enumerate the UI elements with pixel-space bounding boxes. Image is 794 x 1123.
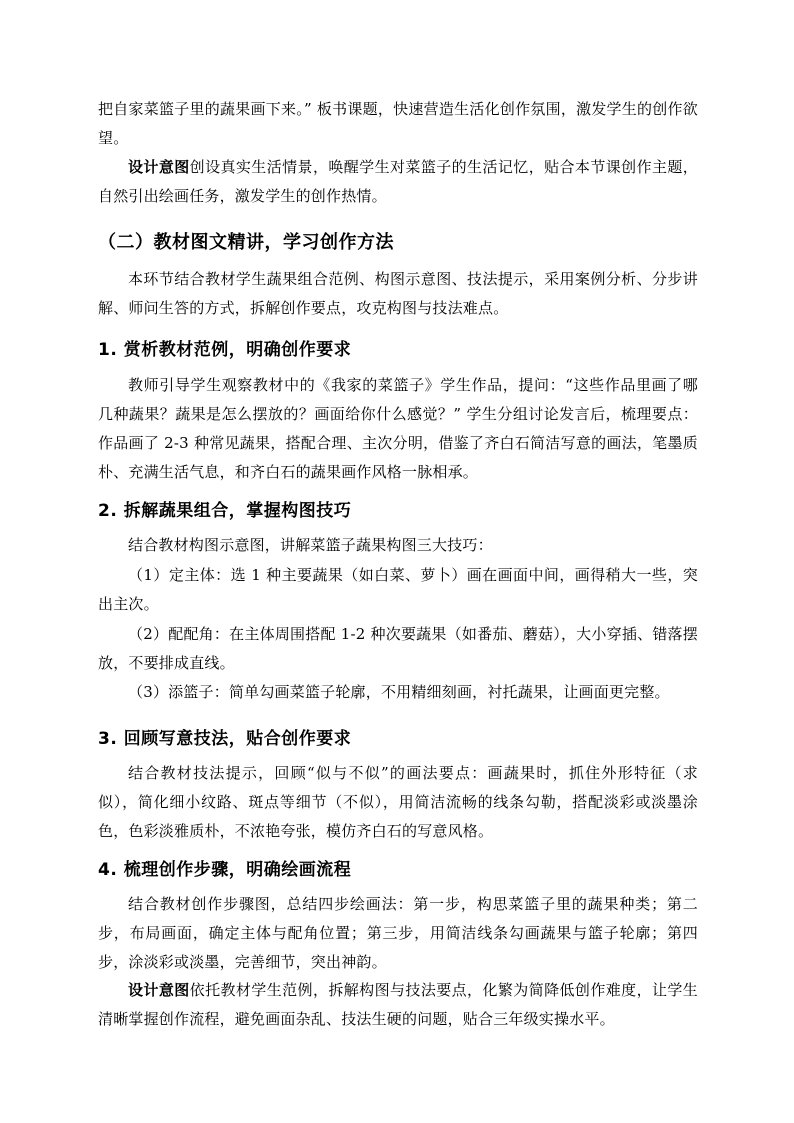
- intro-paragraph: [98, 95, 698, 153]
- intro-paragraph-text: 把自家菜篮子里的蔬果画下来。” 板书课题，快速营造生活化创作氛围，激发学生的创作欲望。: [98, 100, 698, 147]
- sub-2-item-3: （3）添篮子：简单勾画菜篮子轮廓，不用精细刻画，衬托蔬果，让画面更完整。: [128, 683, 670, 701]
- sub-1-text: 教师引导学生观察教材中的《我家的菜篮子》学生作品，提问：“这些作品里画了哪几种蔬果？蔬果是怎么摆放的？画面给你什么感觉？” 学生分组讨论发言后，梳理要点：作品画了 2-3 种常见蔬果，搭配合理、主次分明，借鉴了齐白石简洁写意的画法，笔墨质朴、充满生活气息，和齐白石的蔬果画作风格一脉相承。: [98, 376, 698, 481]
- sub-2-intro: 结合教材构图示意图，讲解菜篮子蔬果构图三大技巧：: [128, 536, 493, 554]
- sub-1-heading: 1. 赏析教材范例，明确创作要求: [98, 340, 352, 360]
- sub-2-item-1: （1）定主体：选 1 种主要蔬果（如白菜、萝卜）画在画面中间，画得稍大一些，突出主次。: [98, 566, 698, 613]
- design-intent-text: 依托教材学生范例，拆解构图与技法要点，化繁为简降低创作难度，让学生清晰掌握创作流程，避免画面杂乱、技法生硬的问题，贴合三年级实操水平。: [98, 981, 698, 1028]
- sub-4-text: 结合教材创作步骤图，总结四步绘画法：第一步，构思菜篮子里的蔬果种类；第二步，布局画面，确定主体与配角位置；第三步，用简洁线条勾画蔬果与篮子轮廓；第四步，涂淡彩或淡墨，完善细节，突出神韵。: [98, 895, 698, 971]
- sub-3-text: 结合教材技法提示，回顾“似与不似”的画法要点：画蔬果时，抓住外形特征（求似），简化细小纹路、斑点等细节（不似），用简洁流畅的线条勾勒，搭配淡彩或淡墨涂色，色彩淡雅质朴，不浓艳夸张，模仿齐白石的写意风格。: [98, 764, 698, 840]
- section-2-intro: 本环节结合教材学生蔬果组合范例、构图示意图、技法提示，采用案例分析、分步讲解、师问生答的方式，拆解创作要点，攻克构图与技法难点。: [98, 270, 698, 317]
- sub-3-heading: 3. 回顾写意技法，贴合创作要求: [98, 729, 352, 749]
- sub-4-design-intent: [98, 976, 698, 1034]
- intro-design-intent: [98, 153, 698, 211]
- sub-4-heading: 4. 梳理创作步骤，明确绘画流程: [98, 860, 352, 880]
- section-2-heading: （二）教材图文精讲，学习创作方法: [98, 232, 394, 253]
- design-intent-text: 创设真实生活情景，唤醒学生对菜篮子的生活记忆，贴合本节课创作主题，自然引出绘画任务，激发学生的创作热情。: [98, 158, 698, 205]
- design-intent-label: 设计意图: [128, 158, 190, 176]
- sub-2-heading: 2. 拆解蔬果组合，掌握构图技巧: [98, 501, 352, 521]
- design-intent-label: 设计意图: [128, 981, 190, 999]
- sub-2-item-2: （2）配配角：在主体周围搭配 1-2 种次要蔬果（如番茄、蘑菇），大小穿插、错落摆放，不要排成直线。: [98, 625, 698, 672]
